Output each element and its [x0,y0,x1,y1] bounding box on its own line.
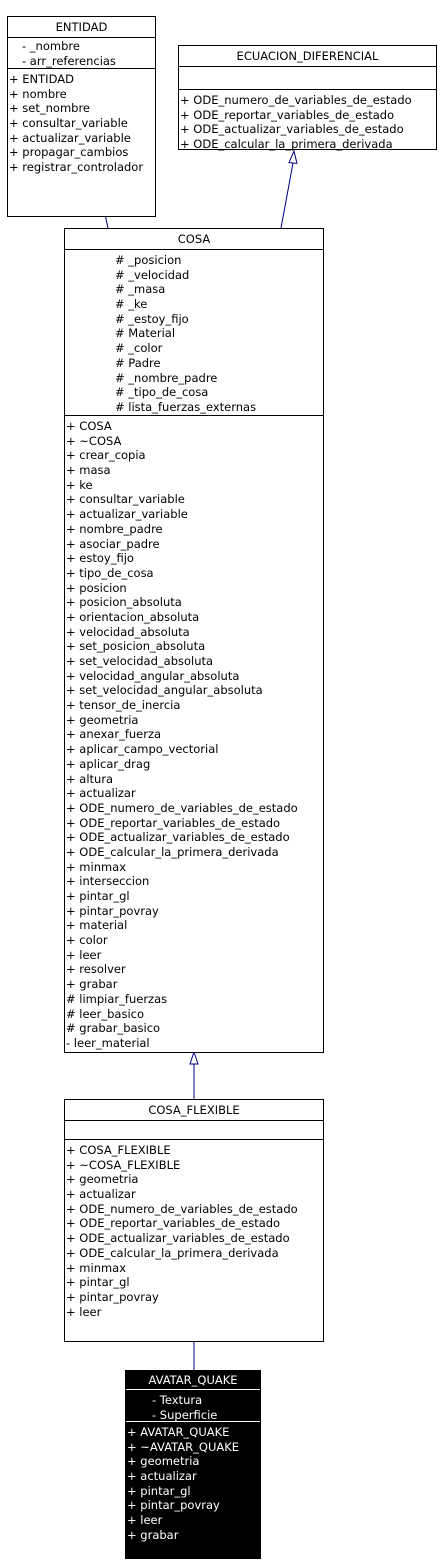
method: + minmax [66,1260,127,1275]
method: + set_velocidad_absoluta [66,654,214,668]
method: + altura [66,771,114,786]
method: + COSA [66,419,112,433]
inheritance-arrowhead [190,1052,198,1064]
attribute: # _estoy_fijo [115,311,189,326]
method: + posicion [66,580,127,595]
methods-section [65,416,323,1052]
method: + propagar_cambios [9,145,129,160]
method: + ~AVATAR_QUAKE [127,1439,240,1454]
method: + ODE_numero_de_variables_de_estado [66,800,298,815]
method: + registrar_controlador [9,160,144,175]
method: + set_posicion_absoluta [66,639,206,654]
method: + leer [66,1304,102,1319]
method: + color [66,933,108,948]
method: - leer_material [66,1035,150,1050]
method: + pintar_gl [66,889,130,903]
method: + tensor_de_inercia [66,698,181,713]
method: + estoy_fijo [66,551,134,566]
method: + nombre_padre [66,521,163,536]
attribute: - _nombre [22,39,80,53]
class-name: ECUACION_DIFERENCIAL [179,46,436,67]
method: + ODE_calcular_la_primera_derivada [180,137,393,152]
method: + tipo_de_cosa [66,565,154,580]
method: + grabar [127,1527,179,1542]
method: + ODE_reportar_variables_de_estado [66,1216,281,1231]
method: + anexar_fuerza [66,727,162,742]
method: + actualizar [66,786,136,801]
attribute: # Padre [115,355,161,370]
method: + pintar_gl [127,1483,191,1498]
method: + velocidad_angular_absoluta [66,668,240,683]
attribute: - Textura [152,1393,203,1407]
method: + ~COSA_FLEXIBLE [66,1157,181,1172]
attribute: # Material [115,326,176,341]
inheritance-arrowhead [289,151,297,163]
method: + aplicar_drag [66,756,151,771]
method: + ke [66,477,93,492]
class-cosa [64,228,324,1053]
method: + ODE_actualizar_variables_de_estado [66,830,290,845]
method: # leer_basico [66,1006,145,1021]
method: + minmax [66,859,127,874]
attribute: # _nombre_padre [115,370,218,385]
method: + leer [66,947,102,962]
method: + geometria [66,1172,139,1187]
method: + pintar_povray [66,1289,159,1304]
attribute: # _ke [115,297,148,312]
method: + ODE_numero_de_variables_de_estado [66,1201,298,1216]
attribute: # _velocidad [115,267,190,282]
method: + actualizar [66,1187,136,1202]
method: + interseccion [66,874,150,889]
method: + velocidad_absoluta [66,624,190,639]
method: + ODE_calcular_la_primera_derivada [66,1245,279,1260]
attribute: # _tipo_de_cosa [115,385,209,400]
method: + leer [127,1513,163,1528]
method: + pintar_gl [66,1275,130,1290]
method: + consultar_variable [66,492,185,507]
methods-section [65,1140,323,1341]
method: # limpiar_fuerzas [66,991,168,1006]
class-cosa-flexible [64,1099,324,1342]
generalization-line [281,163,293,228]
attribute: - Superficie [152,1407,218,1422]
class-ecuacion-diferencial [178,45,437,150]
method: + set_nombre [9,101,90,116]
method: + ODE_actualizar_variables_de_estado [66,1231,290,1246]
methods-section [179,90,436,152]
class-name: ENTIDAD [8,17,155,38]
method: + material [66,918,128,933]
method: + ODE_reportar_variables_de_estado [180,107,395,122]
method: + masa [66,463,111,478]
method: + asociar_padre [66,536,160,551]
method: + pintar_povray [127,1498,220,1513]
attribute: # _posicion [115,253,182,267]
method: + ODE_reportar_variables_de_estado [66,815,281,830]
method: + ODE_calcular_la_primera_derivada [66,844,279,859]
method: + geometria [127,1454,200,1469]
method: + nombre [9,86,67,101]
method: + consultar_variable [9,116,128,131]
method: + actualizar_variable [9,130,131,145]
method: # grabar_basico [66,1021,161,1036]
method: + geometria [66,712,139,727]
attributes-section [8,38,155,69]
attribute: # _color [115,341,163,356]
method: + ODE_actualizar_variables_de_estado [180,122,404,137]
attributes-section [126,1390,260,1422]
attributes-section [65,250,323,416]
method: + grabar [66,977,118,992]
method: + AVATAR_QUAKE [127,1425,230,1439]
method: + set_velocidad_angular_absoluta [66,683,263,698]
method: + actualizar [127,1469,197,1484]
method: + pintar_povray [66,903,159,918]
attributes-section [65,1121,323,1140]
method: + posicion_absoluta [66,595,182,610]
method: + ODE_numero_de_variables_de_estado [180,93,412,107]
attribute: - arr_referencias [22,53,116,68]
class-entidad [7,16,156,217]
method: + crear_copia [66,448,146,463]
method: + resolver [66,962,126,977]
attribute: # lista_fuerzas_externas [115,399,257,414]
method: + COSA_FLEXIBLE [66,1143,171,1157]
attributes-section [179,67,436,90]
method: + ~COSA [66,433,122,448]
class-name: COSA_FLEXIBLE [65,1100,323,1121]
method: + orientacion_absoluta [66,609,200,624]
class-name: AVATAR_QUAKE [126,1371,260,1390]
attribute: # _masa [115,282,166,297]
methods-section [8,69,155,216]
method: + ENTIDAD [9,72,74,86]
class-avatar-quake [125,1370,261,1559]
class-name: COSA [65,229,323,250]
methods-section [126,1422,260,1558]
method: + aplicar_campo_vectorial [66,742,219,757]
method: + actualizar_variable [66,507,188,522]
